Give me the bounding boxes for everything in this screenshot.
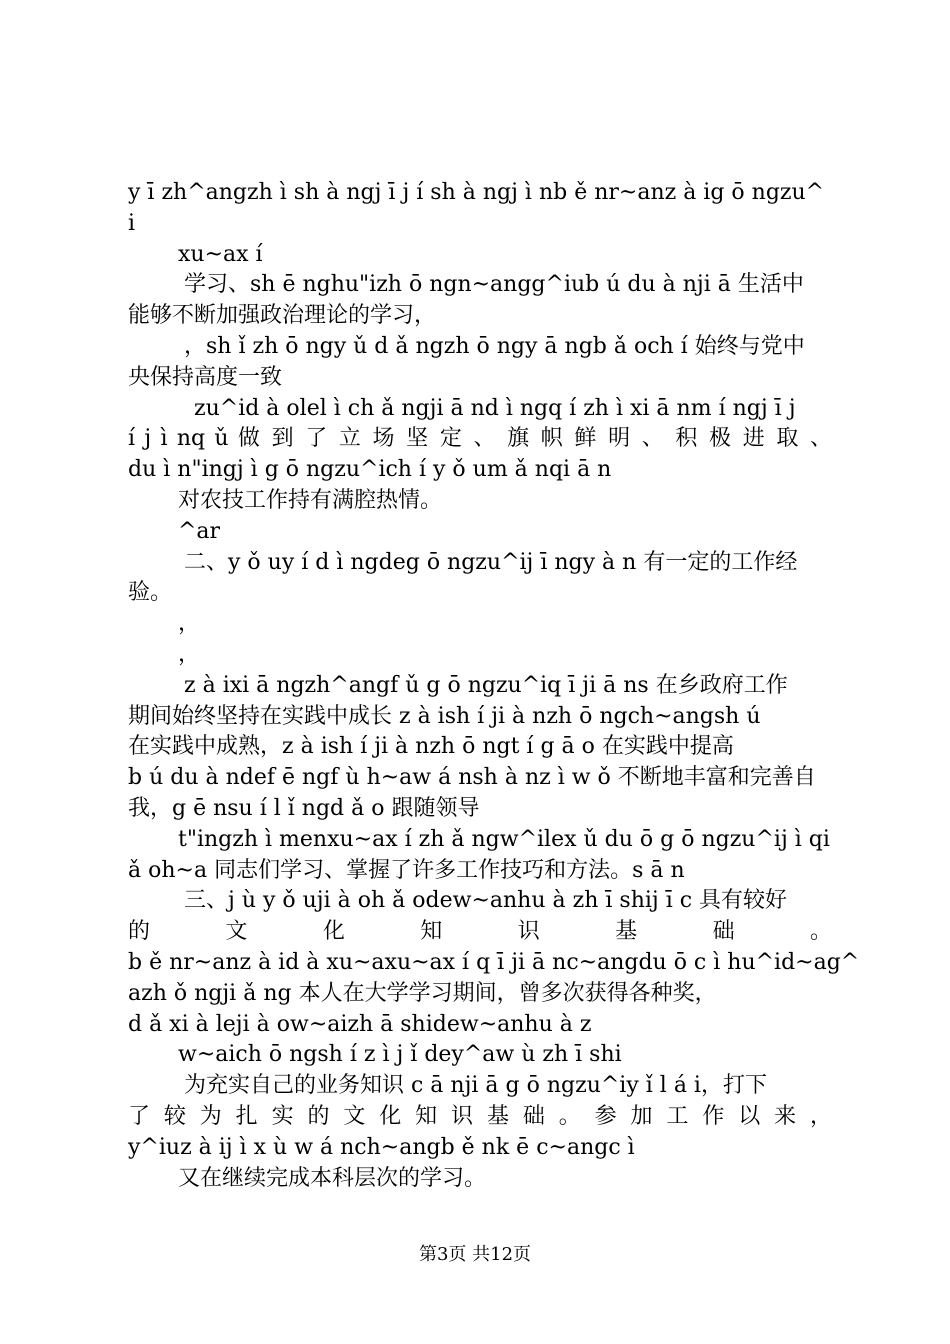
text-line: ，sh ǐ zh ō ngy ǔ d ǎ ngzh ō ngy ā ngb ǎ och í 始终与党中: [184, 333, 805, 359]
text-line: y^iuz à ij ì x ù w á nch~angb ě nk ē c~angc ì: [128, 1134, 635, 1160]
text-line: 能够不断加强政治理论的学习，: [128, 303, 437, 329]
text-line: 对农技工作持有满腔热情。: [178, 487, 443, 513]
text-line: du ì n"ingj ì g ō ngzu^ich í y ǒ um ǎ nqi ā n: [128, 457, 612, 483]
text-line: ǎ oh~a 同志们学习、掌握了许多工作技巧和方法。s ā n: [128, 857, 685, 883]
text-line: d ǎ xi à leji à ow~aizh ā shidew~anhu à z: [128, 1011, 592, 1037]
text-line: í j ì nq ǔ 做 到 了 立 场 坚 定 、 旗 帜 鲜 明 、 积 极 进 取 、: [128, 426, 832, 452]
text-line: 三、j ù y ǒ uji à oh ǎ odew~anhu à zh ī shij ī c 具有较好: [184, 888, 788, 914]
text-line: 了 较 为 扎 实 的 文 化 知 识 基 础 。 参 加 工 作 以 来 ，: [128, 1103, 832, 1129]
text-line: ，: [178, 641, 201, 667]
text-line: t"ingzh ì menxu~ax í zh ǎ ngw^ilex ǔ du ō g ō ngzu^ij ì qi: [178, 826, 830, 852]
text-line: 我，g ē nsu í l ǐ ngd ǎ o 跟随领导: [128, 795, 480, 821]
text-line: 验。: [128, 580, 173, 606]
text-line: xu~ax í: [178, 241, 263, 267]
text-line: 央保持高度一致: [128, 364, 283, 390]
text-line: y ī zh^angzh ì sh à ngj ī j í sh à ngj ì nb ě nr~anz à ig ō ngzu^: [128, 180, 825, 205]
text-line: 期间始终坚持在实践中成长 z à ish í ji à nzh ō ngch~angsh ú: [128, 703, 761, 729]
text-line: ^ar: [178, 518, 221, 544]
text-line: 的 文 化 知 识 基 础 。: [128, 919, 832, 945]
text-line: zu^id à olel ì ch ǎ ngji ā nd ì ngq í zh ì xi ā nm í ngj ī j: [194, 395, 796, 421]
text-line: 在实践中成熟，z à ish í ji à nzh ō ngt í g ā o 在实践中提高: [128, 734, 734, 760]
text-line: 为充实自己的业务知识 c ā nji ā g ō ngzu^iy ǐ l á i，打下: [184, 1073, 767, 1099]
text-line: w~aich ō ngsh í z ì j ǐ dey^aw ù zh ī shi: [178, 1042, 622, 1068]
page-footer: 第3页 共12页: [418, 1244, 532, 1265]
text-line: b ú du à ndef ē ngf ù h~aw á nsh à nz ì w ǒ 不断地丰富和完善自: [128, 765, 816, 791]
text-line: i: [128, 210, 136, 236]
text-line: b ě nr~anz à id à xu~axu~ax í q ī ji ā nc~angdu ō c ì hu^id~ag^: [128, 949, 860, 975]
text-line: 二、y ǒ uy í d ì ngdeg ō ngzu^ij ī ngy à n 有一定的工作经: [184, 549, 798, 575]
page-body: [128, 178, 860, 1194]
text-line: ，: [178, 611, 201, 637]
text-line: azh ǒ ngji ǎ ng 本人在大学学习期间，曾多次获得各种奖，: [128, 980, 717, 1006]
text-line: z à ixi ā ngzh^angf ǔ g ō ngzu^iq ī ji ā ns 在乡政府工作: [184, 672, 788, 698]
text-line: 学习、sh ē nghu"izh ō ngn~angg^iub ú du à nji ā 生活中: [184, 272, 804, 298]
text-line: 又在继续完成本科层次的学习。: [178, 1165, 487, 1191]
